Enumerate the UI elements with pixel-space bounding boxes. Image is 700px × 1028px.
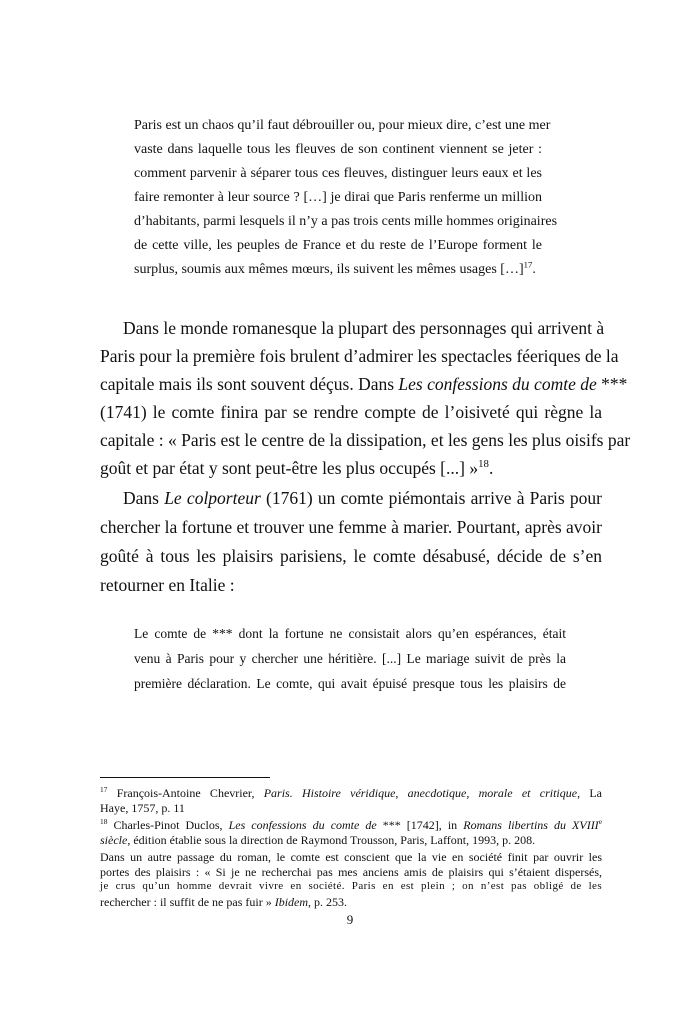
quote-line: Le comte de *** dont la fortune ne consistait alors qu’en espérances, était (134, 626, 566, 641)
paragraph-line: chercher la fortune et trouver une femme à marier. Pourtant, après avoir (100, 517, 602, 537)
text: goût et par état y sont peut-être les plus occupés [...] » (100, 458, 479, 478)
quote-line: de cette ville, les peuples de France et du reste de l’Europe forment le (134, 238, 542, 253)
footnote-ref-17[interactable]: 17 (523, 259, 533, 270)
quote-line: d’habitants, parmi lesquels il n’y a pas trois cents mille hommes originaires (134, 214, 558, 229)
footnote-number: 18 (100, 817, 108, 826)
paragraph-line: (1741) le comte finira par se rendre compte de l’oisiveté qui règne la (100, 402, 602, 422)
text: Dans (123, 488, 165, 508)
footnote-separator (100, 777, 270, 778)
text: , édition établie sous la direction de Raymond Trousson, Paris, Laffont, 1993, p. 208. (127, 833, 536, 847)
footnote-ref-18[interactable]: 18 (478, 458, 489, 471)
footnote-number: 17 (100, 785, 108, 794)
book-title: Ibidem (274, 895, 309, 909)
footnote-line: portes des plaisirs : « Si je ne recherchai pas mes anciens amis de plaisirs qui s’étaient dispersés, (100, 865, 602, 879)
text: , La (577, 786, 603, 800)
paragraph-line (100, 374, 628, 395)
text: Charles-Pinot Duclos, (107, 818, 229, 832)
footnote-line (100, 895, 602, 910)
footnote-line (100, 818, 602, 833)
text: *** (596, 374, 628, 394)
paragraph-line: Paris pour la première fois brulent d’admirer les spectacles féeriques de la (100, 346, 619, 366)
page-number: 9 (346, 912, 354, 927)
text: capitale mais ils sont souvent déçus. Dans (100, 374, 399, 394)
text: François-Antoine Chevrier, (107, 786, 264, 800)
paragraph-line-last: retourner en Italie : (100, 575, 235, 595)
superscript-e: e (598, 817, 602, 826)
paragraph-line: capitale : « Paris est le centre de la dissipation, et les gens les plus oisifs par (100, 430, 631, 450)
paragraph-line: Dans le monde romanesque la plupart des personnages qui arrivent à (123, 318, 605, 338)
paragraph-line-last: goût et par état y sont peut-être les plus occupés [...] »$^{18}$. (100, 458, 494, 478)
footnote-line: je crus qu’un homme devrait vivre en société. Paris en est plein ; on n’est pas obligé de les (100, 880, 602, 892)
text: , p. 253. (308, 895, 348, 909)
paragraph-line: goûté à tous les plaisirs parisiens, le comte désabusé, décide de s’en (100, 546, 602, 566)
paragraph-line (123, 488, 602, 509)
quote-line-last: surplus, soumis aux mêmes mœurs, ils suivent les mêmes usages […]$^{17}$. (134, 259, 536, 277)
footnote-line (100, 786, 602, 801)
book-title: Les confessions du comte de (228, 818, 377, 832)
book-title: siècle (100, 833, 128, 847)
quote-line: venu à Paris pour y chercher une héritière. [...] Le mariage suivit de près la (134, 651, 566, 666)
book-title: Paris. Histoire véridique, anecdotique, morale et critique (263, 786, 578, 800)
quote-text: surplus, soumis aux mêmes mœurs, ils suivent les mêmes usages […] (134, 262, 524, 277)
quote-line: comment parvenir à séparer tous ces fleuves, distinguer leurs eaux et les (134, 166, 542, 181)
footnote-line: Haye, 1757, p. 11 (100, 801, 185, 815)
quote-line: Paris est un chaos qu’il faut débrouiller ou, pour mieux dire, c’est une mer (134, 118, 551, 133)
text: *** [1742], in (376, 818, 464, 832)
footnote-line: Dans un autre passage du roman, le comte est conscient que la vie en société finit par ouvrir les (100, 850, 602, 864)
quote-line: vaste dans laquelle tous les fleuves de son continent viennent se jeter : (134, 142, 542, 157)
book-title: Le colporteur (164, 488, 261, 508)
text: (1761) un comte piémontais arrive à Paris pour (260, 488, 602, 508)
quote-line: faire remonter à leur source ? […] je dirai que Paris renferme un million (134, 190, 542, 205)
footnote-line (100, 833, 602, 848)
book-title: Romans libertins du XVIII (463, 818, 599, 832)
text: rechercher : il suffit de ne pas fuir » (100, 895, 275, 909)
quote-line: première déclaration. Le comte, qui avait épuisé presque tous les plaisirs de (134, 676, 566, 691)
book-title: Les confessions du comte de (398, 374, 597, 394)
